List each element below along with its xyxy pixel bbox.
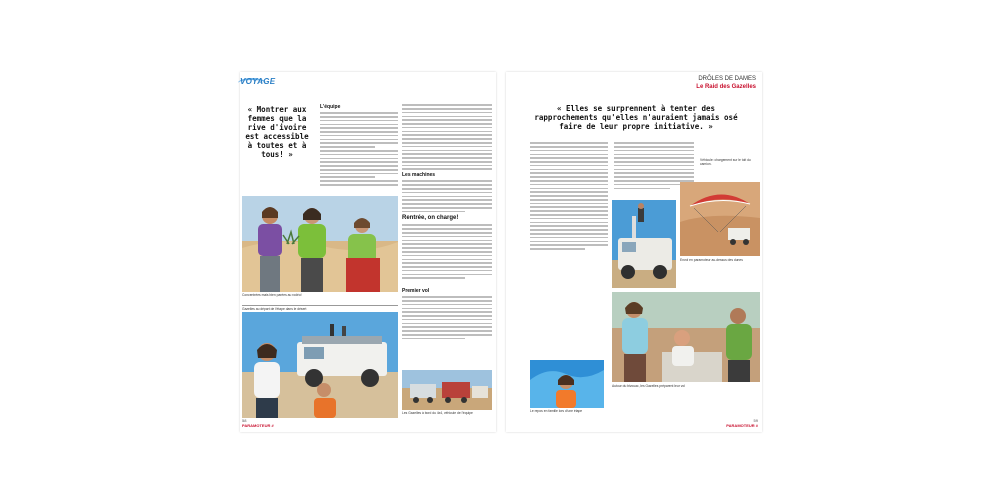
photo-women-desert [242,196,398,292]
caption-photo-1: Concentrées mais bien parées au rodéo! [242,293,302,297]
heading-machines: Les machines [402,172,436,179]
section-label: VOYAGE [240,77,276,86]
heading-premier-vol: Premier vol [402,288,430,294]
rubric-line-1: DRÔLES DE DAMES [698,76,756,82]
text-column-right-1 [530,140,608,268]
photo-paraglider [680,182,760,256]
bivouac-image [612,292,760,382]
photo-camp-vehicles [402,370,492,410]
camp-vehicles-image [402,370,492,410]
folio-left: PARAMOTEUR # [242,423,274,428]
caption-right-1: Véhicule: chargement sur le toit du camion. [700,158,751,166]
caption-right-2: Envol en paramoteur au-dessus des dunes [680,258,743,262]
pull-quote-right: « Elles se surprennent à tenter des rapprochements qu'elles n'auraient jamais osé faire de leur propre initiative. » [534,104,738,131]
page-number-left: 58 [242,418,247,423]
rubric-header [696,75,756,91]
page-number-right: 59 [753,418,758,423]
caption-right-4: Autour du bivouac, les Gazelles préparent leur vol [612,384,685,388]
text-column-3 [402,286,492,376]
woman-blue-image [530,360,604,408]
pull-quote-left: « Montrer aux femmes que la rive d'ivoire est accessible à toutes et à tous! » [245,105,309,159]
text-column-2 [402,102,492,282]
left-page [240,72,496,432]
paraglider-image [680,182,760,256]
heading-rentree: Rentrée, on charge! [402,215,459,222]
rubric-line-2: Le Raid des Gazelles [696,84,756,90]
truck-image [612,200,676,288]
photo-woman-blue [530,360,604,408]
photo-women-4x4 [242,312,398,418]
heading-equipe: L'équipe [320,104,341,110]
photo-truck [612,200,676,288]
women-desert-image [242,196,398,292]
women-4x4-image [242,312,398,418]
caption-photo-3: Les Gazelles à bord du 4x4, véhicule de l'équipe [402,411,473,415]
photo-bivouac [612,292,760,382]
folio-right: PARAMOTEUR # [726,423,758,428]
caption-photo-2: Gazelles au départ de l'étape dans le désert [242,305,398,311]
caption-right-3: Le repos en famille lors d'une étape [530,409,583,413]
right-page [506,72,762,432]
text-column-1 [320,102,398,188]
